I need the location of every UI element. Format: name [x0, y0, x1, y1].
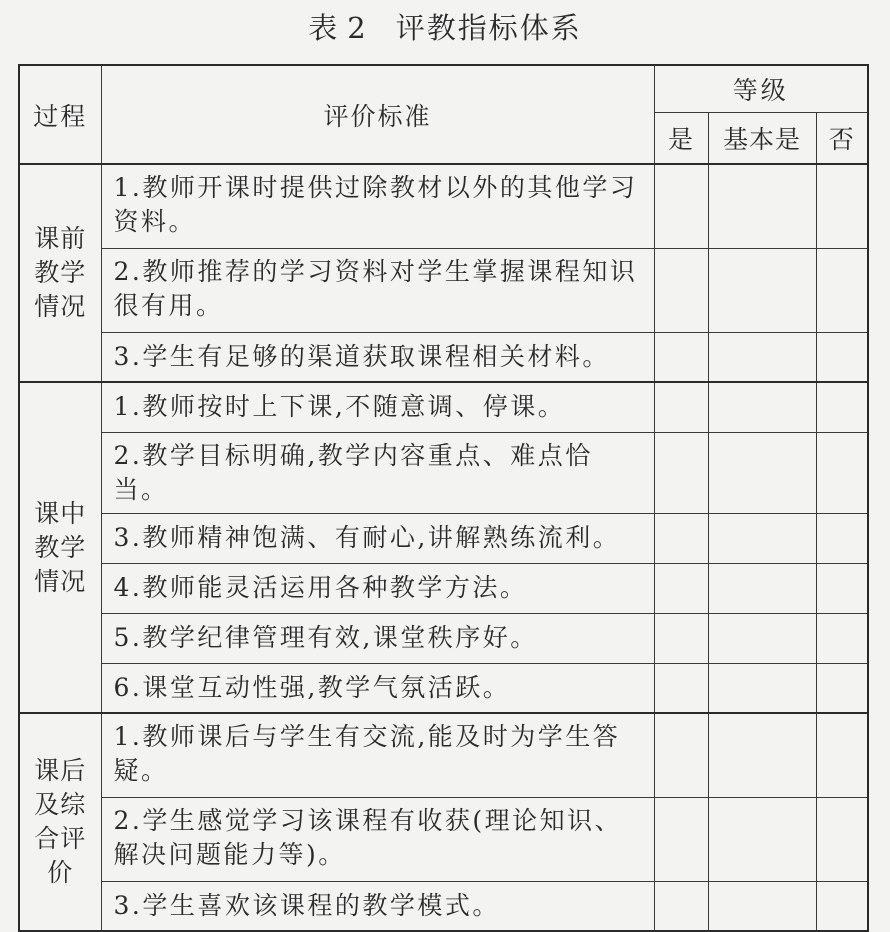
grade-yes-cell[interactable] — [654, 613, 708, 663]
table-row — [19, 797, 868, 881]
table-row — [19, 613, 868, 663]
criterion-cell: 1.教师课后与学生有交流,能及时为学生答疑。 — [101, 713, 654, 797]
grade-yes-cell[interactable] — [654, 713, 708, 797]
table-row — [19, 164, 868, 248]
grade-basically-yes-cell[interactable] — [708, 513, 816, 563]
evaluation-index-table — [18, 64, 869, 932]
grade-basically-yes-cell[interactable] — [708, 713, 816, 797]
phase-cell-pre-class — [19, 164, 101, 382]
grade-yes-cell[interactable] — [654, 663, 708, 713]
criterion-cell: 1.教师按时上下课,不随意调、停课。 — [101, 382, 654, 432]
phase-label: 课中教学情况 — [34, 498, 87, 596]
grade-yes-cell[interactable] — [654, 881, 708, 931]
grade-no-cell[interactable] — [816, 881, 868, 931]
criterion-cell: 3.学生喜欢该课程的教学模式。 — [101, 881, 654, 931]
grade-basically-yes-cell[interactable] — [708, 382, 816, 432]
header-grade-basically-yes: 基本是 — [708, 113, 816, 165]
criterion-cell: 1.教师开课时提供过除教材以外的其他学习资料。 — [101, 164, 654, 248]
caption-label: 表 — [308, 11, 340, 45]
grade-yes-cell[interactable] — [654, 513, 708, 563]
header-grade-yes: 是 — [654, 113, 708, 165]
phase-label: 课前教学情况 — [34, 224, 87, 321]
phase-cell-in-class — [19, 382, 101, 713]
grade-yes-cell[interactable] — [654, 432, 708, 513]
grade-yes-cell[interactable] — [654, 563, 708, 613]
grade-yes-cell[interactable] — [654, 332, 708, 382]
phase-label: 课后及综合评价 — [34, 756, 87, 887]
grade-no-cell[interactable] — [816, 613, 868, 663]
table-caption — [0, 8, 890, 48]
grade-no-cell[interactable] — [816, 663, 868, 713]
criterion-cell: 2.学生感觉学习该课程有收获(理论知识、解决问题能力等)。 — [101, 797, 654, 881]
table-row — [19, 432, 868, 513]
grade-basically-yes-cell[interactable] — [708, 881, 816, 931]
grade-no-cell[interactable] — [816, 332, 868, 382]
table-row — [19, 382, 868, 432]
grade-no-cell[interactable] — [816, 563, 868, 613]
criterion-cell: 5.教学纪律管理有效,课堂秩序好。 — [101, 613, 654, 663]
criterion-cell: 3.教师精神饱满、有耐心,讲解熟练流利。 — [101, 513, 654, 563]
grade-no-cell[interactable] — [816, 382, 868, 432]
criterion-cell: 6.课堂互动性强,教学气氛活跃。 — [101, 663, 654, 713]
grade-basically-yes-cell[interactable] — [708, 563, 816, 613]
table-row — [19, 563, 868, 613]
header-grade: 等级 — [654, 65, 868, 113]
header-process: 过程 — [19, 65, 101, 164]
caption-text: 评教指标体系 — [395, 11, 582, 45]
caption-number: 2 — [347, 11, 368, 45]
grade-basically-yes-cell[interactable] — [708, 164, 816, 248]
table-row — [19, 513, 868, 563]
table-row — [19, 248, 868, 332]
grade-basically-yes-cell[interactable] — [708, 432, 816, 513]
criterion-cell: 2.教学目标明确,教学内容重点、难点恰当。 — [101, 432, 654, 513]
grade-yes-cell[interactable] — [654, 248, 708, 332]
header-criteria: 评价标准 — [101, 65, 654, 164]
grade-basically-yes-cell[interactable] — [708, 663, 816, 713]
phase-cell-after-class — [19, 713, 101, 931]
grade-no-cell[interactable] — [816, 248, 868, 332]
grade-basically-yes-cell[interactable] — [708, 613, 816, 663]
header-grade-no: 否 — [816, 113, 868, 165]
grade-basically-yes-cell[interactable] — [708, 248, 816, 332]
criterion-cell: 4.教师能灵活运用各种教学方法。 — [101, 563, 654, 613]
grade-no-cell[interactable] — [816, 713, 868, 797]
table-row — [19, 713, 868, 797]
grade-no-cell[interactable] — [816, 432, 868, 513]
criterion-cell: 2.教师推荐的学习资料对学生掌握课程知识很有用。 — [101, 248, 654, 332]
table-row — [19, 881, 868, 931]
grade-basically-yes-cell[interactable] — [708, 332, 816, 382]
table-row — [19, 663, 868, 713]
table-row — [19, 332, 868, 382]
grade-yes-cell[interactable] — [654, 164, 708, 248]
grade-yes-cell[interactable] — [654, 382, 708, 432]
criterion-cell: 3.学生有足够的渠道获取课程相关材料。 — [101, 332, 654, 382]
grade-no-cell[interactable] — [816, 797, 868, 881]
grade-no-cell[interactable] — [816, 513, 868, 563]
grade-yes-cell[interactable] — [654, 797, 708, 881]
grade-no-cell[interactable] — [816, 164, 868, 248]
grade-basically-yes-cell[interactable] — [708, 797, 816, 881]
